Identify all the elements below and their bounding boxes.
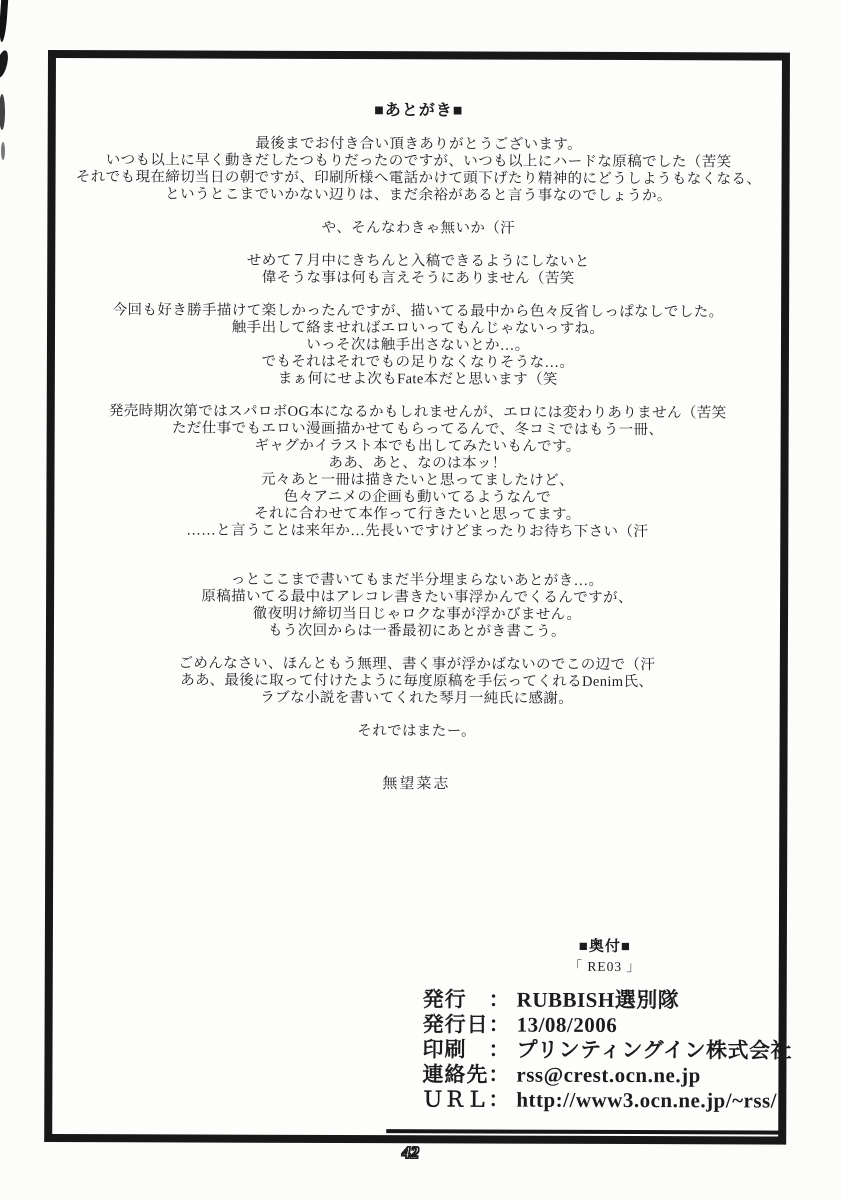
colophon-label: 連絡先： — [422, 1062, 511, 1087]
author-signature: 無望菜志 — [382, 776, 451, 793]
colophon-row — [422, 1062, 786, 1088]
colophon-label: 発行日： — [422, 1012, 511, 1037]
text-line: それでも現在締切当日の朝ですが、印刷所様へ電話かけて頭下げたり精神的にどうしようもなくなる、 — [75, 169, 762, 188]
paragraph — [55, 219, 781, 239]
page-frame — [44, 50, 793, 1145]
text-line: それに合わせて本作って行きたいと思ってます。 — [254, 505, 581, 523]
colophon-row — [422, 1087, 786, 1113]
paragraph — [55, 135, 781, 206]
paragraph — [54, 403, 780, 542]
text-line: 色々アニメの企画も動いてるようなんで — [283, 488, 552, 506]
scan-artifact — [0, 49, 10, 79]
text-line: 最後までお付き合い頂きありがとうございます。 — [255, 135, 583, 153]
text-line: や、そんなわきゃ無いか（汗 — [321, 219, 516, 237]
text-line: ギャグかイラスト本でも出してみたいもんです。 — [254, 437, 581, 455]
colophon-label: 発行 ： — [422, 987, 511, 1012]
colophon-row — [422, 1037, 793, 1063]
colophon-row — [423, 987, 787, 1013]
afterword-title: ■あとがき■ — [374, 102, 464, 120]
text-line: っとここまで書いてもまだ半分埋まらないあとがき…。 — [230, 571, 604, 589]
paragraph — [55, 302, 781, 390]
colophon-value: RUBBISH選別隊 — [516, 987, 680, 1013]
colophon-rows — [422, 987, 793, 1113]
scan-artifact — [0, 0, 9, 42]
text-line: ……と言うことは来年か…先長いですけどまったりお待ち下さい（汗 — [186, 522, 649, 541]
colophon-value: rss@crest.ocn.ne.jp — [516, 1062, 701, 1088]
text-line: いつも以上に早く動きだしたつもりだったのですが、いつも以上にハードな原稿でした（苦笑 — [105, 152, 732, 171]
text-line: いっそ次は触手出さないとか…。 — [306, 336, 530, 354]
text-line: ああ、あと、なのは本ッ！ — [328, 454, 507, 472]
colophon-underline — [386, 1129, 782, 1134]
paragraph — [54, 571, 780, 642]
text-line: 発売時期次第ではスパロボOG本になるかもしれませんが、エロには変わりありません（苦笑 — [108, 403, 727, 422]
text-line: というとこまでいかない辺りは、まだ余裕があると言う事なのでしょうか。 — [165, 186, 672, 205]
colophon-title: ■奥付■ — [578, 938, 631, 956]
page-number: 42 — [402, 1143, 419, 1162]
text-line: まぁ何にせよ次もFate本だと思います（笑 — [277, 370, 558, 388]
text-line: 今回も好き勝手描けて楽しかったんですが、描いてる最中から色々反省しっぱなしでした。 — [112, 302, 724, 321]
text-line: 元々あと一冊は描きたいと思ってましたけど、 — [261, 471, 574, 489]
colophon-value: 13/08/2006 — [516, 1012, 618, 1037]
colophon-row — [423, 1012, 787, 1038]
colophon — [422, 937, 793, 1113]
scan-artifact — [0, 94, 5, 130]
text-line: ただ仕事でもエロい漫画描かせてもらってるんで、冬コミではもう一冊、 — [171, 420, 664, 439]
text-line: ラブな小説を書いてくれた琴月一純氏に感謝。 — [260, 689, 574, 707]
paragraph — [54, 722, 780, 742]
text-line: でもそれはそれでもの足りなくなりそうな…。 — [261, 353, 575, 371]
text-line: せめて７月中にきちんと入稿できるようにしないと — [246, 252, 590, 270]
colophon-value: http://www3.ocn.ne.jp/~rss/ — [516, 1087, 778, 1113]
colophon-value: プリンティングイン株式会社 — [516, 1037, 793, 1063]
paragraph — [55, 252, 781, 289]
book-code: 「 RE03 」 — [568, 958, 642, 975]
afterword-body — [54, 135, 782, 742]
colophon-label: 印刷 ： — [422, 1037, 511, 1062]
scan-artifact — [1, 142, 5, 160]
text-line: もう次回からは一番最初にあとがき書こう。 — [267, 622, 567, 640]
text-line: ごめんなさい、ほんともう無理、書く事が浮かばないのでこの辺で（汗 — [178, 655, 656, 674]
text-line: 偉そうな事は何も言えそうにありません（苦笑 — [261, 269, 575, 287]
text-line: 原稿描いてる最中はアレコレ書きたい事浮かんでくるんですが、 — [201, 588, 633, 607]
text-line: それではまたー。 — [357, 723, 476, 740]
colophon-label: ＵＲＬ： — [422, 1087, 511, 1112]
paragraph — [54, 655, 780, 709]
text-line: ああ、最後に取って付けたように毎度原稿を手伝ってくれるDenim氏、 — [180, 672, 654, 691]
text-line: 徹夜明け締切当日じゃロクな事が浮かびません。 — [252, 605, 582, 623]
text-line: 触手出して絡ませればエロいってもんじゃないっすね。 — [231, 319, 605, 337]
